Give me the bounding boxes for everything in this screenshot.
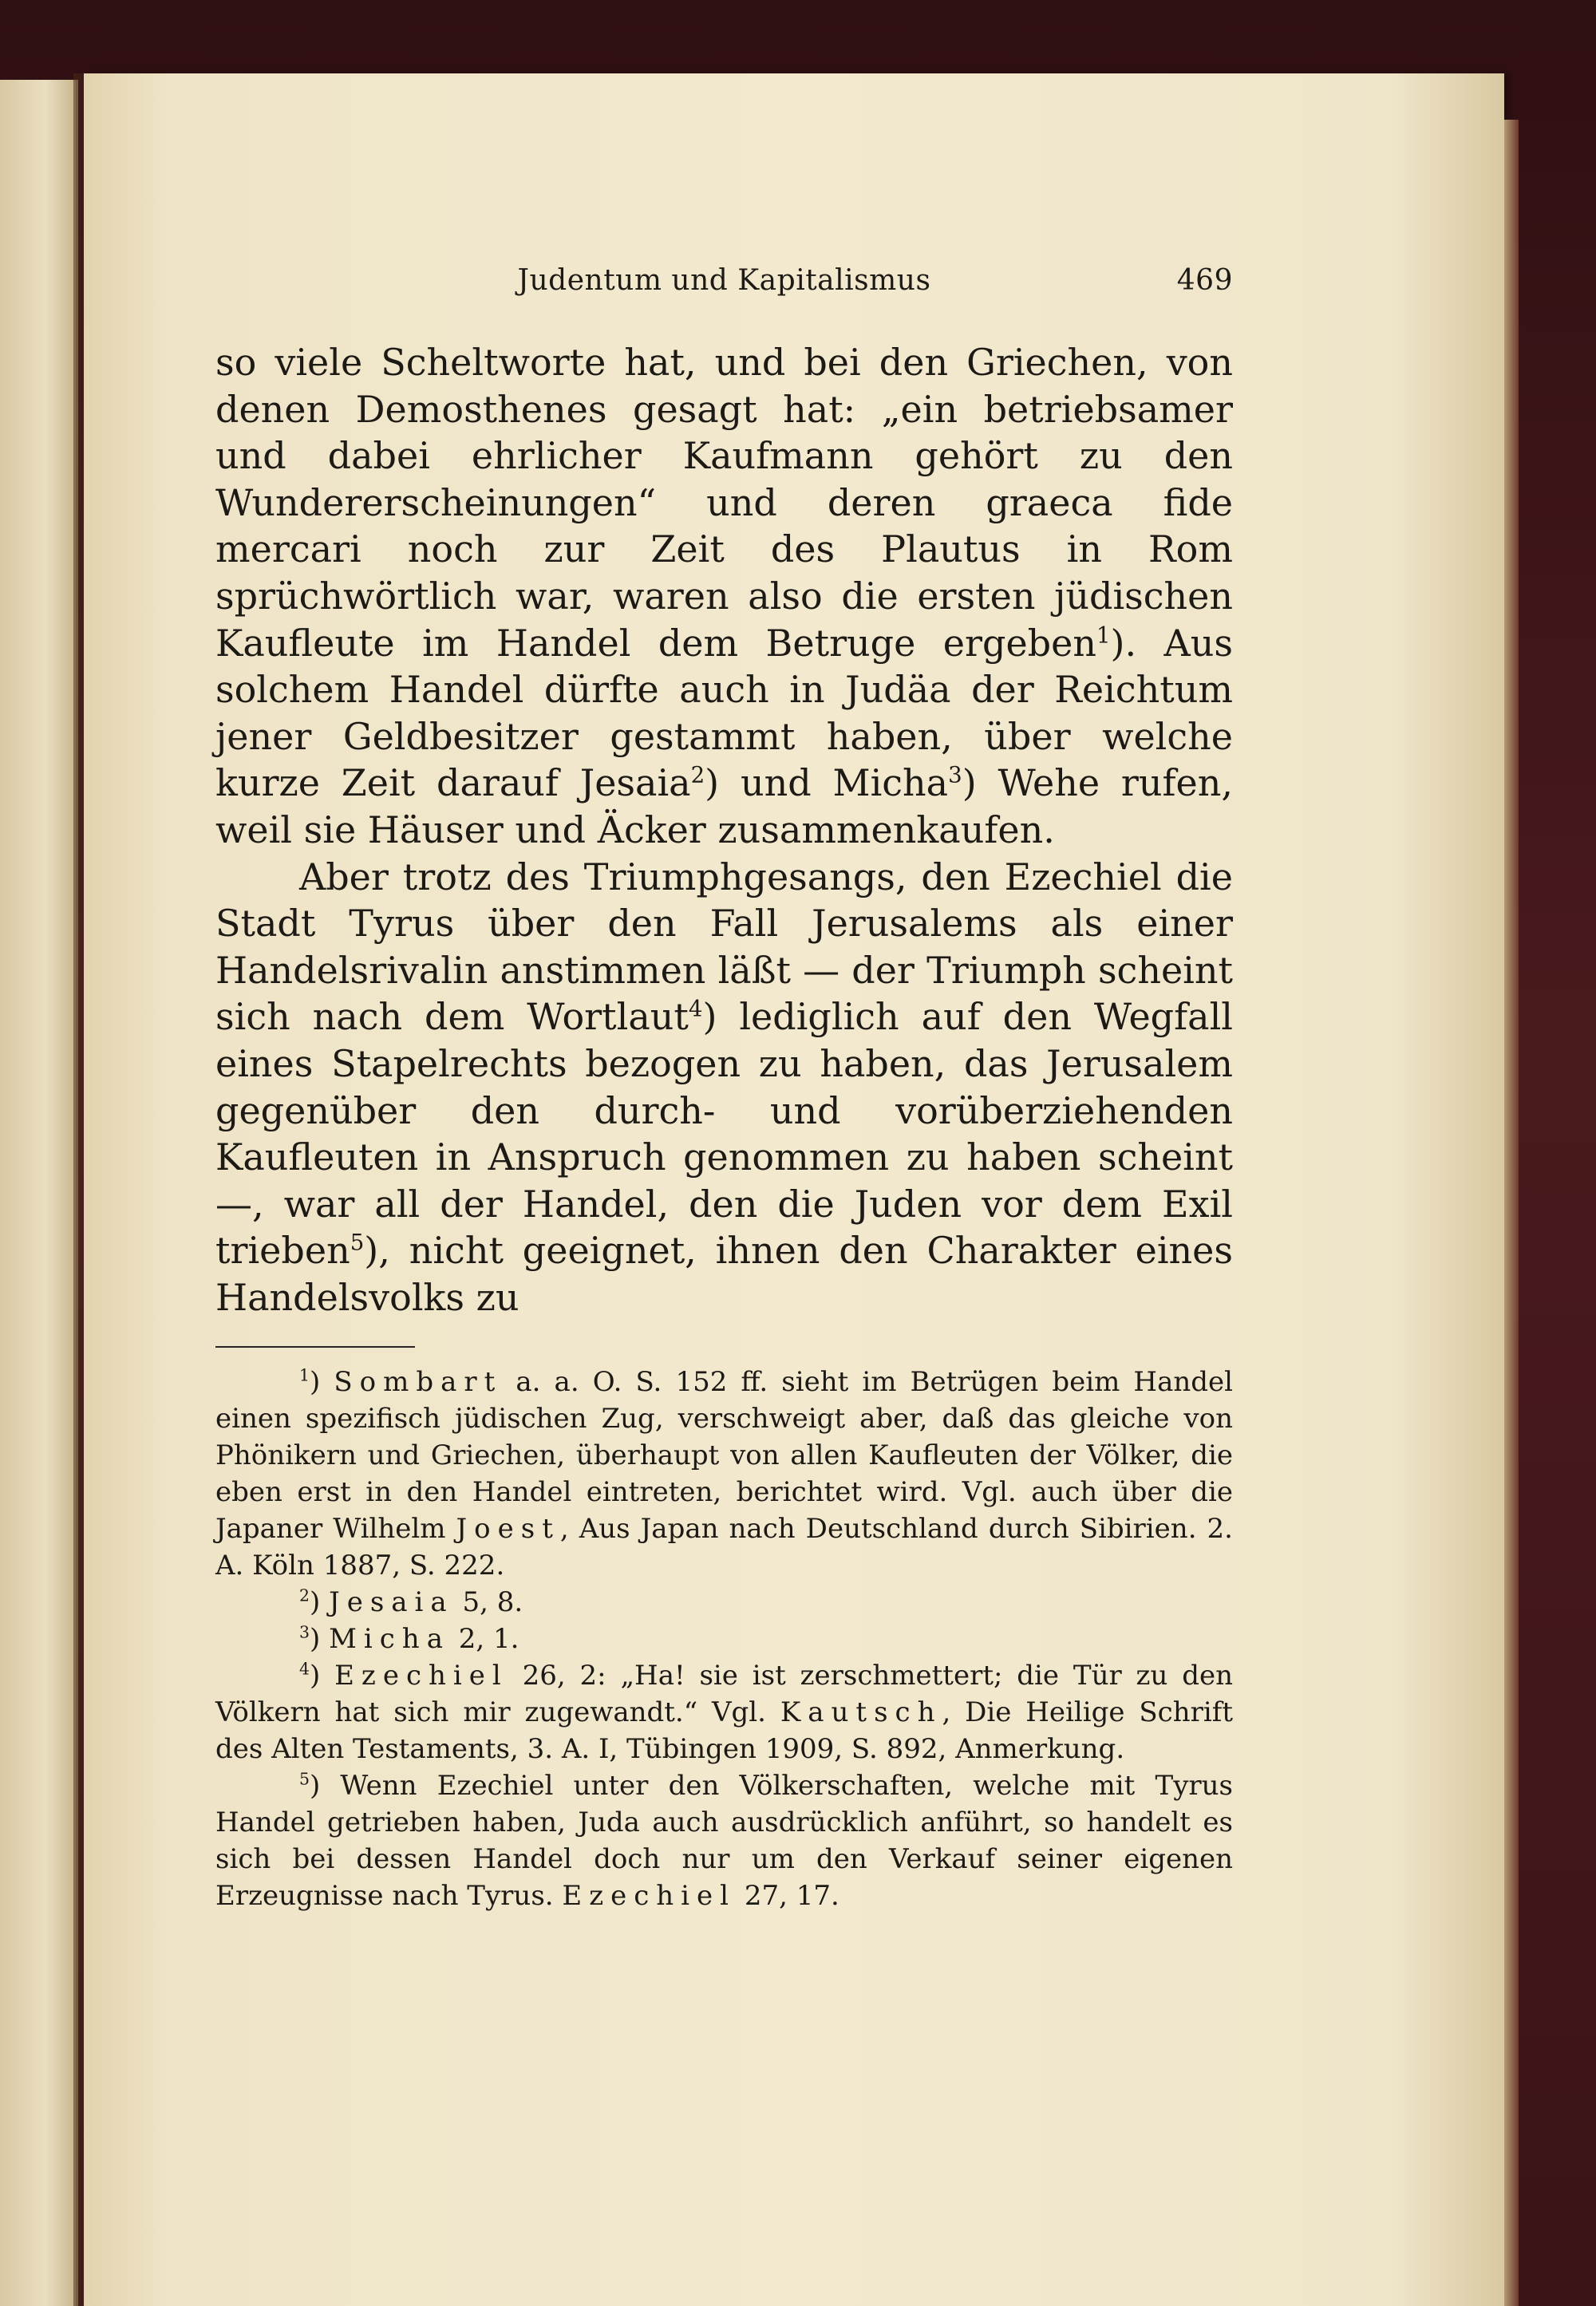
footnote: $^4$) Ezechiel 26, 2: „Ha! sie ist zerschmettert; die Tür zu den Völkern hat sich mir zugewandt.“ Vgl. Kautsch, Die Heilige Schrift des Alten Testaments, 3. A. I, Tübingen 1909, S. 892, Anmerkung. <box>215 1660 1233 1766</box>
footnote-mark: 5 <box>299 1770 310 1790</box>
footnote-mark: 1 <box>299 1366 310 1386</box>
footnote-ref: 1 <box>1096 622 1111 649</box>
text-run: ) Wehe rufen, weil sie Häuser und Äcker zusammenkaufen. <box>215 761 1234 851</box>
footnote-mark: 3 <box>299 1623 310 1643</box>
text-run: 27, 17. <box>736 1880 839 1913</box>
footnote-ref: 4 <box>688 995 703 1022</box>
footnote-mark: 2 <box>299 1586 310 1606</box>
page-number: 469 <box>1176 264 1233 297</box>
paragraph <box>215 339 1233 854</box>
text-run: , Die Heilige Schrift des Alten Testaments, 3. A. I, Tübingen 1909, S. 892, Anmerkung. <box>215 1696 1233 1766</box>
body-text <box>215 339 1233 1321</box>
footnote-ref: 5 <box>350 1229 365 1256</box>
footnote: $^2$) Jesaia 5, 8. <box>299 1586 523 1619</box>
footnote-ref: 2 <box>690 762 705 789</box>
author-name: Joest <box>456 1513 560 1546</box>
text-run: , Aus Japan nach Deutschland durch Sibirien. 2. A. Köln 1887, S. 222. <box>215 1513 1233 1582</box>
footnote: $^1$) Sombart a. a. O. S. 152 ff. sieht im Betrügen beim Handel einen spezifisch jüdischen Zug, verschweigt aber, daß das gleiche von Phönikern und Griechen, überhaupt von allen Kaufleuten der Völker, die eben erst in den Handel eintreten, berichtet wird. Vgl. auch über die Japaner Wilhelm Joest, Aus Japan nach Deutschland durch Sibirien. 2. A. Köln 1887, S. 222. <box>215 1366 1233 1582</box>
book-name: Micha <box>329 1623 450 1656</box>
footnotes <box>215 1364 1233 1914</box>
book-name: Ezechiel <box>562 1880 737 1913</box>
text-run: ) und Micha <box>705 761 949 805</box>
text-run: 5, 8. <box>453 1586 523 1619</box>
text-run: ). Aus solchem Handel dürfte auch in Judäa der Reichtum jener Geldbesitzer gestammt haben, über welche kurze Zeit darauf Jesaia <box>215 621 1233 805</box>
paragraph <box>215 854 1233 1321</box>
footnote-mark: 4 <box>299 1660 310 1680</box>
running-head <box>215 259 1233 307</box>
author-name: Kautsch <box>780 1696 942 1729</box>
footnote-separator <box>215 1346 415 1348</box>
text-run: 26, 2: „Ha! sie ist zerschmettert; die Tür zu den Völkern hat sich mir zugewandt.“ Vgl. <box>215 1660 1233 1729</box>
footnote <box>215 1767 1233 1914</box>
footnote: $^3$) Micha 2, 1. <box>299 1623 519 1656</box>
footnote-ref: 3 <box>948 762 962 789</box>
text-run: so viele Scheltworte hat, und bei den Griechen, von denen Demosthenes gesagt hat: „ein betriebsamer und dabei ehrlicher Kaufmann gehört zu den Wundererscheinungen“ und deren graeca fide mercari noch zur Zeit des Plautus in Rom sprüchwörtlich war, waren also die ersten jüdischen Kaufleute im Handel dem Betruge ergeben <box>215 341 1233 665</box>
previous-page-edge <box>0 80 78 2306</box>
text-run: ) lediglich auf den Wegfall eines Stapelrechts bezogen zu haben, das Jerusalem gegenüber den durch- und vorüberziehenden Kaufleuten in Anspruch genommen zu haben scheint —, war all der Handel, den die Juden vor dem Exil trieben <box>215 995 1233 1273</box>
book-name: Ezechiel <box>334 1660 508 1692</box>
text-run: ) Wenn Ezechiel unter den Völkerschaften, welche mit Tyrus Handel getrieben haben, Juda auch ausdrücklich anführt, so handelt es sich bei dessen Handel doch nur um den Verkauf seiner eigenen Erzeugnisse nach Tyrus. <box>215 1770 1233 1913</box>
text-run: Aber trotz des Triumphgesangs, den Ezechiel die Stadt Tyrus über den Fall Jerusalems als einer Handelsrivalin anstimmen läßt — der Triumph scheint sich nach dem Wortlaut <box>215 855 1233 1039</box>
page-edge <box>1504 120 1519 2306</box>
author-name: Sombart <box>334 1366 503 1399</box>
text-run: ), nicht geeignet, ihnen den Charakter eines Handelsvolks zu <box>215 1229 1233 1319</box>
running-head-title: Judentum und Kapitalismus <box>517 264 931 297</box>
book-name: Jesaia <box>329 1586 454 1619</box>
text-run: a. a. O. S. 152 ff. sieht im Betrügen beim Handel einen spezifisch jüdischen Zug, verschweigt aber, daß das gleiche von Phönikern und Griechen, überhaupt von allen Kaufleuten der Völker, die eben erst in den Handel eintreten, berichtet wird. Vgl. auch über die Japaner Wilhelm <box>215 1366 1233 1546</box>
text-run: 2, 1. <box>449 1623 519 1656</box>
page-content <box>215 259 1233 1914</box>
